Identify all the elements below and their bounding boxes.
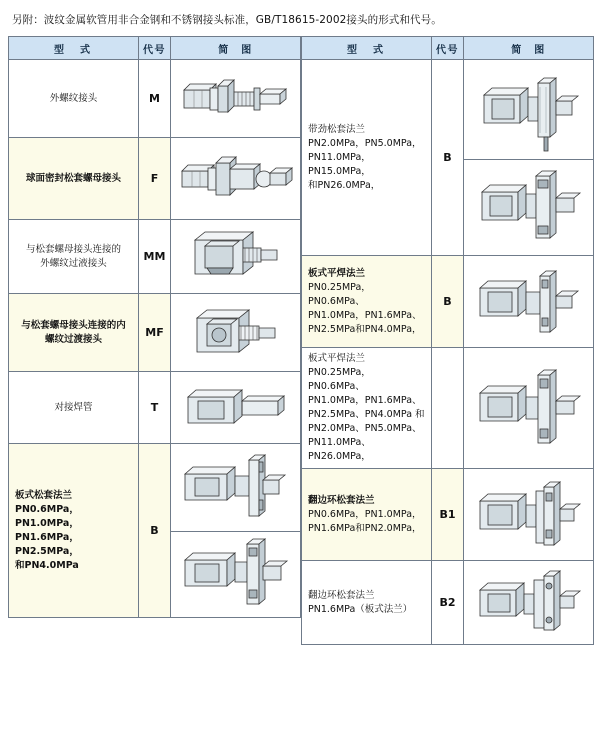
table-row	[302, 256, 594, 348]
row-figure	[171, 60, 301, 138]
flared-ring-lap-flange-icon	[464, 566, 593, 640]
table-header-row	[302, 37, 594, 60]
header-code: 代号	[432, 37, 464, 60]
type-line: PN11.0MPa，PN15.0MPa，	[308, 151, 371, 177]
type-line: 与松套螺母接头连接的内	[21, 319, 126, 331]
row-type-name	[302, 561, 432, 645]
male-thread-transition-icon	[171, 226, 300, 288]
row-type-name	[9, 138, 139, 220]
type-line: PN2.5MPa、PN4.0MPa 和	[308, 409, 425, 420]
row-figure	[171, 444, 301, 532]
row-figure	[464, 469, 594, 561]
type-line: PN2.0MPa，PN5.0MPa，	[308, 137, 422, 149]
type-line: 球面密封松套螺母接头	[25, 172, 121, 184]
type-line: PN2.0MPa、PN5.0MPa、	[308, 423, 422, 434]
row-figure	[464, 561, 594, 645]
table-row	[302, 348, 594, 469]
row-type-name	[9, 220, 139, 294]
page-title: 另附：波纹金属软管用非合金钢和不锈钢接头标准，GB/T18615-2002接头的形式和代号。	[12, 14, 442, 26]
header-type: 型 式	[9, 37, 139, 60]
header-type: 型 式	[302, 37, 432, 60]
plate-lap-joint-flange-icon	[171, 536, 300, 614]
table-row	[9, 294, 301, 372]
plate-lap-joint-flange-icon	[171, 448, 300, 528]
ribbed-lap-joint-flange-icon	[464, 164, 593, 252]
row-figure	[464, 160, 594, 256]
type-line: 翻边环松套法兰	[308, 494, 375, 506]
row-type-name	[302, 469, 432, 561]
row-code: B	[139, 444, 171, 618]
row-code: B1	[432, 469, 464, 561]
tables-container	[8, 36, 592, 645]
butt-weld-pipe-icon	[171, 379, 300, 437]
type-line: 板式平焊法兰	[308, 353, 366, 364]
type-line: 外螺纹过液接头	[40, 257, 107, 269]
row-type-name	[302, 348, 432, 469]
spherical-seal-union-nut-icon	[171, 147, 300, 211]
type-line: 螺纹过渡接头	[44, 333, 102, 345]
type-line: 与松套螺母接头连接的	[25, 243, 121, 255]
type-line: PN0.25MPa，PN0.6MPa、	[308, 281, 371, 307]
table-row	[302, 561, 594, 645]
type-line: 外螺纹接头	[49, 92, 98, 104]
row-type-name	[9, 444, 139, 618]
row-code: B	[432, 256, 464, 348]
table-row	[9, 220, 301, 294]
header-figure: 简 图	[464, 37, 594, 60]
row-figure	[171, 294, 301, 372]
row-figure	[171, 532, 301, 618]
type-line: PN1.0MPa，PN1.6MPa、	[308, 309, 422, 321]
row-type-name	[302, 60, 432, 256]
table-row	[302, 60, 594, 160]
type-line: 和PN4.0MPa	[15, 559, 79, 571]
row-type-name	[9, 372, 139, 444]
female-thread-transition-icon	[171, 302, 300, 364]
type-line: 翻边环松套法兰	[308, 589, 375, 601]
row-type-name	[9, 60, 139, 138]
header-code: 代号	[139, 37, 171, 60]
row-figure	[464, 256, 594, 348]
table-row	[9, 60, 301, 138]
type-line: PN11.0MPa、PN26.0MPa，	[308, 437, 371, 462]
left-table	[8, 36, 301, 618]
row-code: B	[432, 60, 464, 256]
row-code: MM	[139, 220, 171, 294]
ribbed-lap-joint-flange-icon	[464, 65, 593, 155]
table-header-row	[9, 37, 301, 60]
row-figure	[464, 348, 594, 469]
row-code: F	[139, 138, 171, 220]
type-line: PN0.25MPa，PN0.6MPa、	[308, 367, 371, 392]
type-line: PN0.6MPa，PN1.0MPa，	[308, 508, 422, 520]
type-line: 板式平焊法兰	[308, 267, 366, 279]
type-line: 和PN26.0MPa，	[308, 179, 381, 191]
type-line: 带劲松套法兰	[308, 123, 366, 135]
row-figure	[171, 372, 301, 444]
row-type-name	[9, 294, 139, 372]
type-line: PN2.5MPa和PN4.0MPa，	[308, 323, 422, 335]
table-row	[302, 469, 594, 561]
flared-ring-lap-flange-icon	[464, 475, 593, 555]
plate-slip-on-flange-icon	[464, 359, 593, 457]
row-code: MF	[139, 294, 171, 372]
type-line: PN0.6MPa，PN1.0MPa，	[15, 503, 79, 529]
row-code	[432, 348, 464, 469]
type-line: PN1.0MPa，PN1.6MPa、	[308, 395, 422, 406]
row-figure	[171, 138, 301, 220]
threaded-male-connector-icon	[171, 68, 300, 130]
table-row	[9, 138, 301, 220]
type-line: PN1.6MPa（板式法兰）	[308, 603, 413, 615]
table-row	[9, 444, 301, 532]
row-code: M	[139, 60, 171, 138]
type-line: 板式松套法兰	[15, 489, 73, 501]
table-row	[9, 372, 301, 444]
plate-slip-on-flange-icon	[464, 262, 593, 342]
header-figure: 简 图	[171, 37, 301, 60]
right-table	[301, 36, 594, 645]
row-figure	[464, 60, 594, 160]
row-type-name	[302, 256, 432, 348]
type-line: 对接焊管	[54, 401, 93, 413]
row-code: B2	[432, 561, 464, 645]
row-figure	[171, 220, 301, 294]
type-line: PN1.6MPa，PN2.5MPa，	[15, 531, 79, 557]
row-code: T	[139, 372, 171, 444]
type-line: PN1.6MPa和PN2.0MPa，	[308, 522, 422, 534]
